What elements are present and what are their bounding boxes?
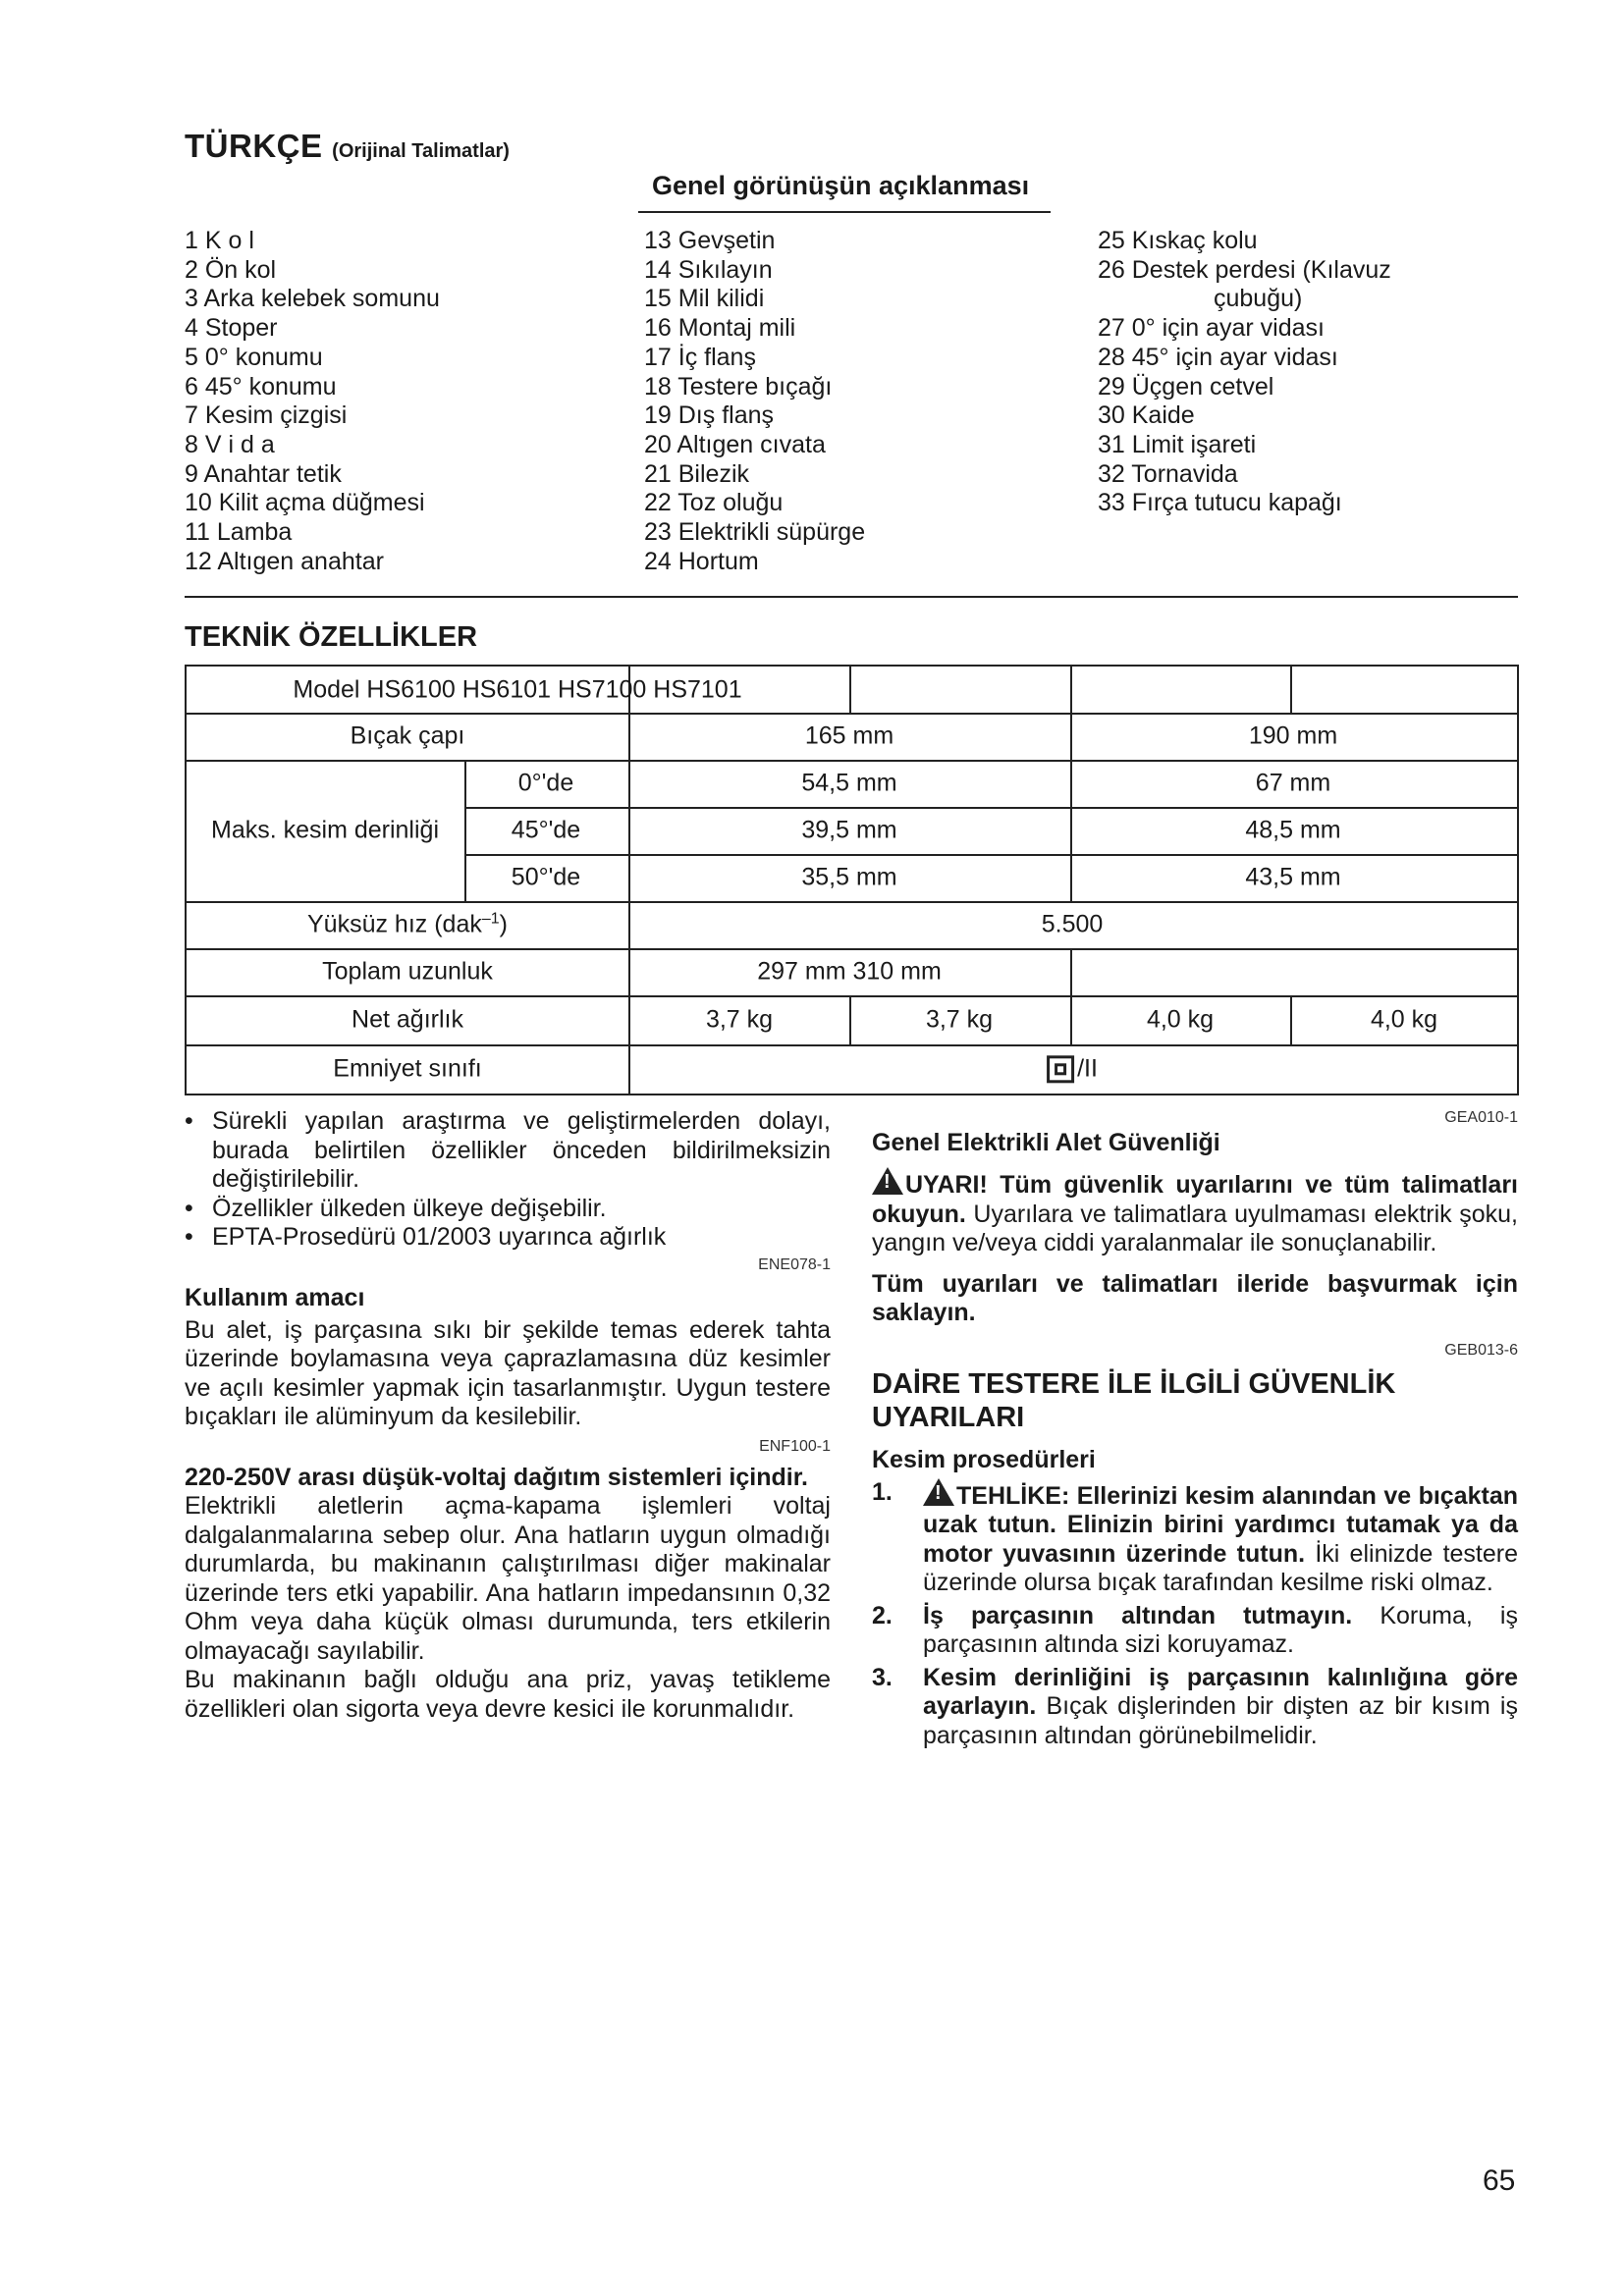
procedure-item (872, 1602, 1518, 1660)
speed-label-close: ) (499, 910, 508, 938)
part-item: 8 V i d a (185, 430, 275, 458)
keep-instructions: Tüm uyarıları ve talimatları ileride başvurmak için saklayın. (872, 1269, 1518, 1326)
part-item: 27 0° için ayar vidası (1098, 314, 1325, 343)
parts-list-col1 (185, 227, 597, 576)
table-rule (1070, 713, 1072, 901)
use-text: Bu alet, iş parçasına sıkı bir şekilde temas ederek tahta üzerinde boylamasına veya çaprazlamasına düz kesimler ve açılı kesimler yapmak için tasarlanmıştır. Uygun testere bıçakları ile alüminyum da kesilebilir. (185, 1315, 831, 1430)
part-item: 6 45° konumu (185, 372, 337, 400)
spec-class-label: Emniyet sınıfı (333, 1054, 482, 1083)
part-item: 12 Altıgen anahtar (185, 547, 384, 575)
right-column (872, 1109, 1518, 1750)
part-item: 24 Hortum (644, 547, 759, 575)
part-item: 7 Kesim çizgisi (185, 401, 348, 430)
spec-note: • Sürekli yapılan araştırma ve geliştirmelerden dolayı, burada belirtilen özellikler önceden bildirilmeksizin değiştirilebilir. (185, 1107, 831, 1195)
part-item: 26 Destek perdesi (Kılavuz (1098, 255, 1391, 284)
spec-weight-1: 3,7 kg (705, 1005, 774, 1034)
warning-paragraph (872, 1167, 1518, 1258)
part-item: 9 Anahtar tetik (185, 459, 342, 488)
table-rule (187, 713, 1517, 715)
item-bold: TEHLİKE: Ellerinizi kesim alanından ve bıçaktan uzak tutun. Elinizin birini yardımcı tutamak ya da motor yuvasının üzerinde tutun. (923, 1481, 1518, 1568)
part-item: 31 Limit işareti (1098, 430, 1257, 458)
doc-code: ENF100-1 (759, 1437, 831, 1455)
item-text: Bıçak dişlerinden bir dişten az bir kısım iş parçasının altından görünebilmelidir. (923, 1692, 1518, 1749)
spec-depth-0-a: 54,5 mm (801, 769, 897, 797)
specs-title: TEKNİK ÖZELLİKLER (185, 621, 478, 653)
overview-underline (638, 211, 1051, 213)
part-item: çubuğu) (1214, 285, 1303, 313)
speed-label-text: Yüksüz hız (dak (307, 910, 482, 938)
part-item: 19 Dış flanş (644, 401, 775, 430)
part-item: 20 Altıgen cıvata (644, 430, 826, 458)
item-text: Koruma, iş parçasının altında sizi koruyamaz. (923, 1601, 1518, 1658)
parts-list-col2 (644, 227, 1056, 576)
spec-note: • EPTA-Prosedürü 01/2003 uyarınca ağırlık (185, 1223, 831, 1253)
warning-icon (872, 1167, 903, 1195)
spec-weight-label: Net ağırlık (352, 1005, 463, 1034)
part-item: 11 Lamba (185, 518, 293, 547)
spec-speed-value: 5.500 (1041, 910, 1104, 938)
use-title: Kullanım amacı (185, 1283, 365, 1311)
table-rule (1290, 667, 1292, 713)
table-rule (1070, 667, 1072, 713)
spec-depth-0-b: 67 mm (1255, 769, 1331, 797)
spec-angle-0: 0°'de (517, 769, 574, 797)
danger-icon (923, 1478, 954, 1506)
double-insulation-icon (1047, 1056, 1074, 1084)
spec-note: • Özellikler ülkeden ülkeye değişebilir. (185, 1195, 831, 1224)
spec-length-label: Toplam uzunluk (322, 957, 493, 986)
spec-depth-50-a: 35,5 mm (801, 863, 897, 891)
warning-bold: UYARI! Tüm güvenlik uyarılarını ve tüm talimatları okuyun. (872, 1171, 1518, 1228)
page-number: 65 (1483, 2164, 1516, 2197)
spec-blade-a: 165 mm (804, 721, 894, 750)
part-item: 18 Testere bıçağı (644, 372, 833, 400)
part-item: 21 Bilezik (644, 459, 749, 488)
part-item: 33 Fırça tutucu kapağı (1098, 489, 1342, 517)
table-rule (1290, 995, 1292, 1044)
voltage-title: 220-250V arası düşük-voltaj dağıtım sistemleri içindir. (185, 1463, 808, 1491)
table-rule (187, 995, 1517, 997)
table-rule (849, 995, 851, 1044)
spec-weight-4: 4,0 kg (1370, 1005, 1438, 1034)
section-divider (185, 596, 1518, 598)
procedure-item (872, 1664, 1518, 1751)
spec-depth-50-b: 43,5 mm (1245, 863, 1341, 891)
part-item: 29 Üçgen cetvel (1098, 372, 1274, 400)
part-item: 32 Tornavida (1098, 459, 1238, 488)
spec-angle-50: 50°'de (511, 863, 581, 891)
table-rule (628, 713, 630, 1094)
table-rule (187, 901, 1517, 903)
spec-depth-label: Maks. kesim derinliği (210, 816, 440, 844)
table-rule (464, 760, 466, 901)
table-rule (187, 760, 1517, 762)
part-item: 16 Montaj mili (644, 314, 796, 343)
part-item: 28 45° için ayar vidası (1098, 343, 1338, 371)
part-item: 3 Arka kelebek somunu (185, 285, 440, 313)
doc-code: GEA010-1 (1444, 1109, 1518, 1126)
spec-blade-b: 190 mm (1248, 721, 1338, 750)
spec-class-value (1047, 1054, 1098, 1083)
part-item: 22 Toz oluğu (644, 489, 784, 517)
item-number: 3. (872, 1663, 893, 1691)
part-item: 2 Ön kol (185, 255, 277, 284)
spec-length-value: 297 mm 310 mm (757, 957, 942, 986)
left-column (185, 1107, 831, 1724)
doc-code: ENE078-1 (758, 1255, 831, 1273)
safety-title: Genel Elektrikli Alet Güvenliği (872, 1129, 1220, 1156)
spec-model-row: Model HS6100 HS6101 HS7100 HS7101 (293, 675, 742, 704)
part-item: 30 Kaide (1098, 401, 1195, 430)
procedures-title: Kesim prosedürleri (872, 1445, 1096, 1473)
spec-angle-45: 45°'de (511, 816, 581, 844)
part-item: 5 0° konumu (185, 343, 323, 371)
part-item: 17 İç flanş (644, 343, 756, 371)
part-item: 15 Mil kilidi (644, 285, 765, 313)
language-heading (185, 128, 510, 165)
spec-depth-45-a: 39,5 mm (801, 816, 897, 844)
language-note: (Orijinal Talimatlar) (332, 140, 510, 162)
procedure-item (872, 1478, 1518, 1598)
table-rule (1070, 948, 1072, 995)
part-item: 13 Gevşetin (644, 227, 776, 254)
part-item: 14 Sıkılayın (644, 255, 773, 284)
table-rule (849, 667, 851, 713)
item-number: 1. (872, 1477, 893, 1506)
language-title: TÜRKÇE (185, 128, 323, 164)
item-text: İki elinizde testere üzerinde olursa bıçak tarafından kesilme riski olmaz. (923, 1539, 1519, 1596)
spec-speed-label (307, 910, 508, 938)
part-item: 23 Elektrikli süpürge (644, 518, 866, 547)
speed-label-sup: –1 (481, 910, 500, 928)
specs-table (185, 665, 1519, 1095)
item-bold: İş parçasının altından tutmayın. (923, 1601, 1353, 1629)
doc-code: GEB013-6 (1444, 1341, 1518, 1359)
spec-blade-label: Bıçak çapı (350, 721, 465, 750)
table-rule (187, 948, 1517, 950)
part-item: 25 Kıskaç kolu (1098, 227, 1258, 254)
saw-safety-title: DAİRE TESTERE İLE İLGİLİ GÜVENLİK UYARILARI (872, 1367, 1396, 1433)
spec-depth-45-b: 48,5 mm (1245, 816, 1341, 844)
part-item: 4 Stoper (185, 314, 278, 343)
part-item: 1 K o l (185, 227, 254, 254)
table-rule (1070, 995, 1072, 1044)
voltage-text: Bu makinanın bağlı olduğu ana priz, yavaş tetikleme özellikleri olan sigorta veya devre kesici ile korunmalıdır. (185, 1666, 831, 1723)
spec-weight-2: 3,7 kg (925, 1005, 994, 1034)
table-rule (464, 807, 1517, 809)
item-bold: Kesim derinliğini iş parçasının kalınlığına göre ayarlayın. (923, 1663, 1518, 1720)
spec-weight-3: 4,0 kg (1146, 1005, 1215, 1034)
warning-text: Uyarılara ve talimatlara uyulmaması elektrik şoku, yangın ve/veya ciddi yaralanmalar ile sonuçlanabilir. (872, 1200, 1518, 1256)
part-item: 10 Kilit açma düğmesi (185, 489, 425, 517)
overview-title: Genel görünüşün açıklanması (652, 171, 1030, 200)
spec-class-text: /II (1077, 1054, 1098, 1083)
parts-list-col3 (1098, 227, 1530, 518)
table-rule (464, 854, 1517, 856)
table-rule (187, 1044, 1517, 1046)
item-number: 2. (872, 1601, 893, 1629)
voltage-text: Elektrikli aletlerin açma-kapama işlemleri voltaj dalgalanmalarına sebep olur. Ana hatların uygun olmadığı durumlarda, bu makinanın çalıştırılması diğer makinalar üzerinde ters etki yapabilir. Ana hatların impedansının 0,32 Ohm veya daha küçük olması durumunda, ters etkilerin olmayacağı sayılabilir. (185, 1492, 831, 1665)
